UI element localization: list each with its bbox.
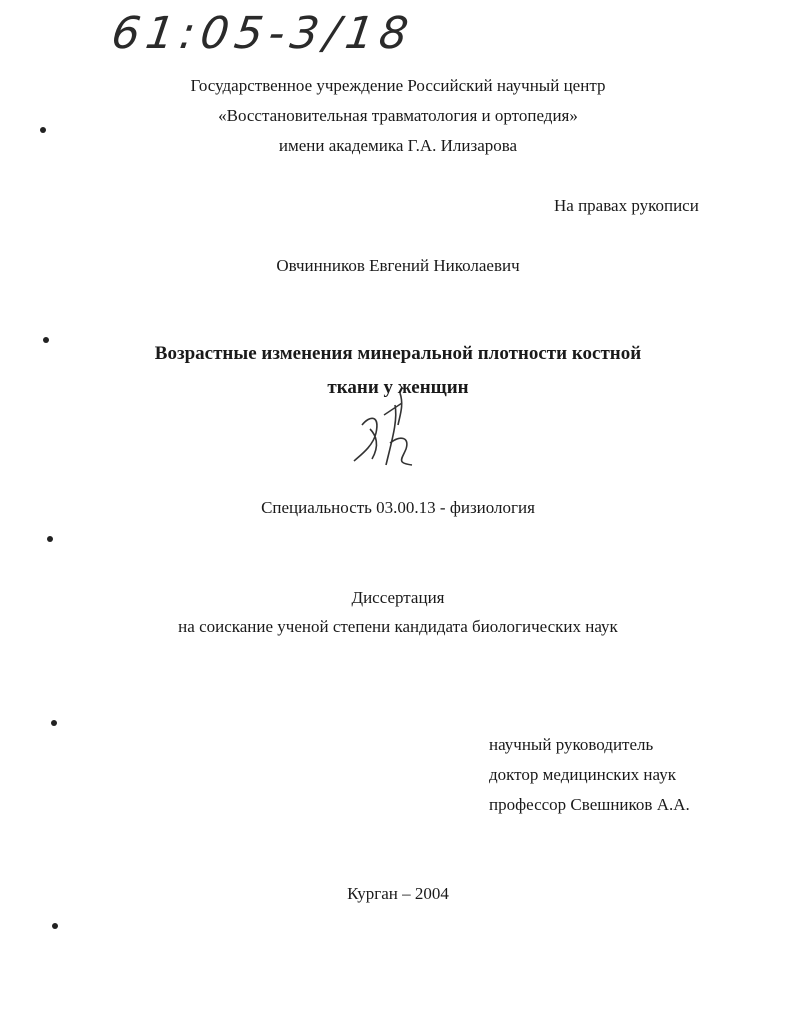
work-type: Диссертация	[351, 588, 445, 607]
supervisor-name: профессор Свешников А.А.	[489, 795, 690, 814]
binding-hole-mark	[51, 720, 57, 726]
archive-code-handwritten: 61:05-3/18	[108, 8, 418, 59]
place-year: Курган – 2004	[347, 884, 449, 903]
thesis-title-line-2: ткани у женщин	[327, 377, 469, 398]
thesis-title-line-1: Возрастные изменения минеральной плотности костной	[154, 343, 642, 364]
author-name: Овчинников Евгений Николаевич	[276, 256, 520, 275]
rights-note: На правах рукописи	[554, 196, 699, 215]
binding-hole-mark	[52, 923, 58, 929]
institution-line-1: Государственное учреждение Российский научный центр	[190, 76, 606, 95]
degree-sought: на соискание ученой степени кандидата биологических наук	[178, 617, 618, 636]
specialty: Специальность 03.00.13 - физиология	[261, 498, 535, 517]
institution-line-2: «Восстановительная травматология и ортопедия»	[218, 106, 578, 125]
binding-hole-mark	[43, 337, 49, 343]
signature-image	[340, 385, 430, 475]
institution-line-3: имени академика Г.А. Илизарова	[278, 136, 518, 155]
binding-hole-mark	[40, 127, 46, 133]
supervisor-degree: доктор медицинских наук	[489, 765, 676, 784]
binding-hole-mark	[47, 536, 53, 542]
supervisor-role: научный руководитель	[489, 735, 654, 754]
